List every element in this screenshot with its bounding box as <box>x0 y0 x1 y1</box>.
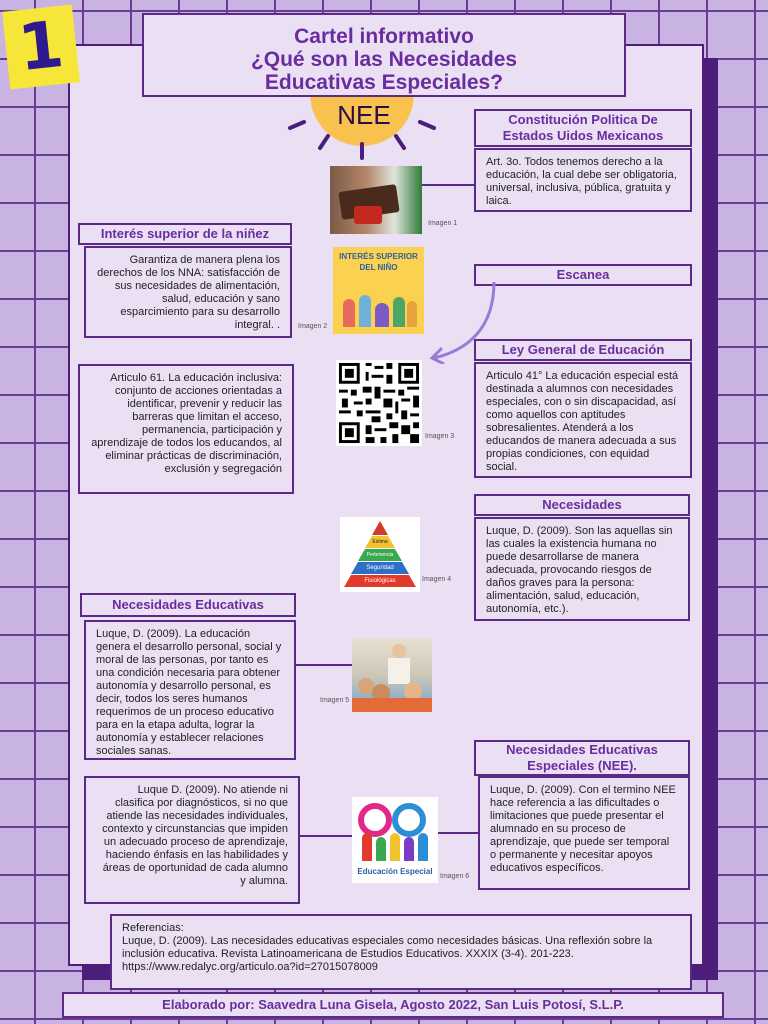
classroom-photo <box>352 638 432 712</box>
nee-label: NEE <box>337 100 391 130</box>
ley-text: Articulo 41° La educación especial está destinada a alumnos con necesidades especiales, con o sin discapacidad, así como aquellos con aptitudes sobresalientes. Atenderá a los educandos de manera adecuada a sus propias condiciones, con equidad social. <box>474 362 692 478</box>
educacion-especial-logo: Educación Especial <box>352 797 438 883</box>
connector-line <box>438 832 478 834</box>
connector-line <box>300 835 352 837</box>
educativas-header: Necesidades Educativas <box>80 593 296 617</box>
references-text: Luque, D. (2009). Las necesidades educativas especiales como necesidades básicas. Una reflexión sobre la inclusión educativa. Revista Latinoamericana de Estudios Educativos. XXXIX (3-4). 201-223. https://www.redalyc.org/articulo.oa?id=27015078009 <box>122 935 653 973</box>
image-caption: Imagen 4 <box>422 576 452 583</box>
nee-text: Luque, D. (2009). Con el termino NEE hace referencia a las dificultades o limitaciones que puede presentar el alumnado en su proceso de aprendizaje, que puede ser temporal o permanente y necesitar apoyos educativos específicos. <box>478 776 690 890</box>
footer-credit: Elaborado por: Saavedra Luna Gisela, Agosto 2022, San Luis Potosí, S.L.P. <box>62 992 724 1018</box>
qr-code-icon[interactable] <box>336 360 422 446</box>
image-caption: Imagen 6 <box>440 873 470 880</box>
constitution-book-image <box>330 166 422 234</box>
interes-superior-image: INTERÉS SUPERIOR DEL NIÑO <box>333 247 424 334</box>
constitucion-header: Constitución Politica De Estados Uidos Mexicanos <box>474 109 692 147</box>
number-badge: 1 <box>2 5 80 90</box>
necesidades-text: Luque, D. (2009). Son las aquellas sin las cuales la existencia humana no puede desarrollarse de manera adecuada, provocando riesgos de daños graves para la persona: alimentación, salud, educación, autonomía, etc.). <box>474 517 690 621</box>
escanea-header: Escanea <box>474 264 692 286</box>
connector-line <box>422 184 474 186</box>
image-caption: Imagen 1 <box>428 220 458 227</box>
maslow-pyramid-image: Estima Pertenencia Seguridad Fisiológicas <box>340 517 420 592</box>
ley-header: Ley General de Educación <box>474 339 692 361</box>
constitucion-text: Art. 3o. Todos tenemos derecho a la educación, la cual debe ser obligatoria, universal, inclusiva, pública, gratuita y laica. <box>474 148 692 212</box>
interes-text: Garantiza de manera plena los derechos de los NNA: satisfacción de sus necesidades de alimentación, salud, educación y sano esparcimiento para su desarrollo integral. . <box>84 246 292 338</box>
necesidades-header: Necesidades <box>474 494 690 516</box>
connector-line <box>296 664 352 666</box>
nee-header: Necesidades Educativas Especiales (NEE). <box>474 740 690 776</box>
interes-header: Interés superior de la niñez <box>78 223 292 245</box>
references-label: Referencias: <box>122 922 184 934</box>
articulo61-text: Articulo 61. La educación inclusiva: conjunto de acciones orientadas a identificar, prevenir y reducir las barreras que limitan el acceso, permanencia, participación y aprendizaje de todos los educandos, al eliminar prácticas de discriminación, exclusión y segregación <box>78 364 294 494</box>
image-caption: Imagen 3 <box>425 433 455 440</box>
no-atiende-text: Luque D. (2009). No atiende ni clasifica por diagnósticos, si no que atiende las necesidades individuales, contexto y circunstancias que impiden un adecuado proceso de aprendizaje, haciendo énfasis en las habilidades y áreas de oportunidad de cada alumno y alumna. <box>84 776 300 904</box>
image-caption: Imagen 5 <box>320 697 350 704</box>
educativas-text: Luque, D. (2009). La educación genera el desarrollo personal, social y moral de las personas, por tanto es una condición necesaria para obtener autonomía y desarrollo personal, es decir, todos los seres humanos requerimos de un proceso educativo para en la etapa adulta, lograr la autonomía y establecer relaciones sociales sanas. <box>84 620 296 760</box>
image-caption: Imagen 2 <box>298 323 328 330</box>
page-title: Cartel informativo ¿Qué son las Necesidades Educativas Especiales? <box>142 13 626 97</box>
references-box <box>110 914 692 990</box>
